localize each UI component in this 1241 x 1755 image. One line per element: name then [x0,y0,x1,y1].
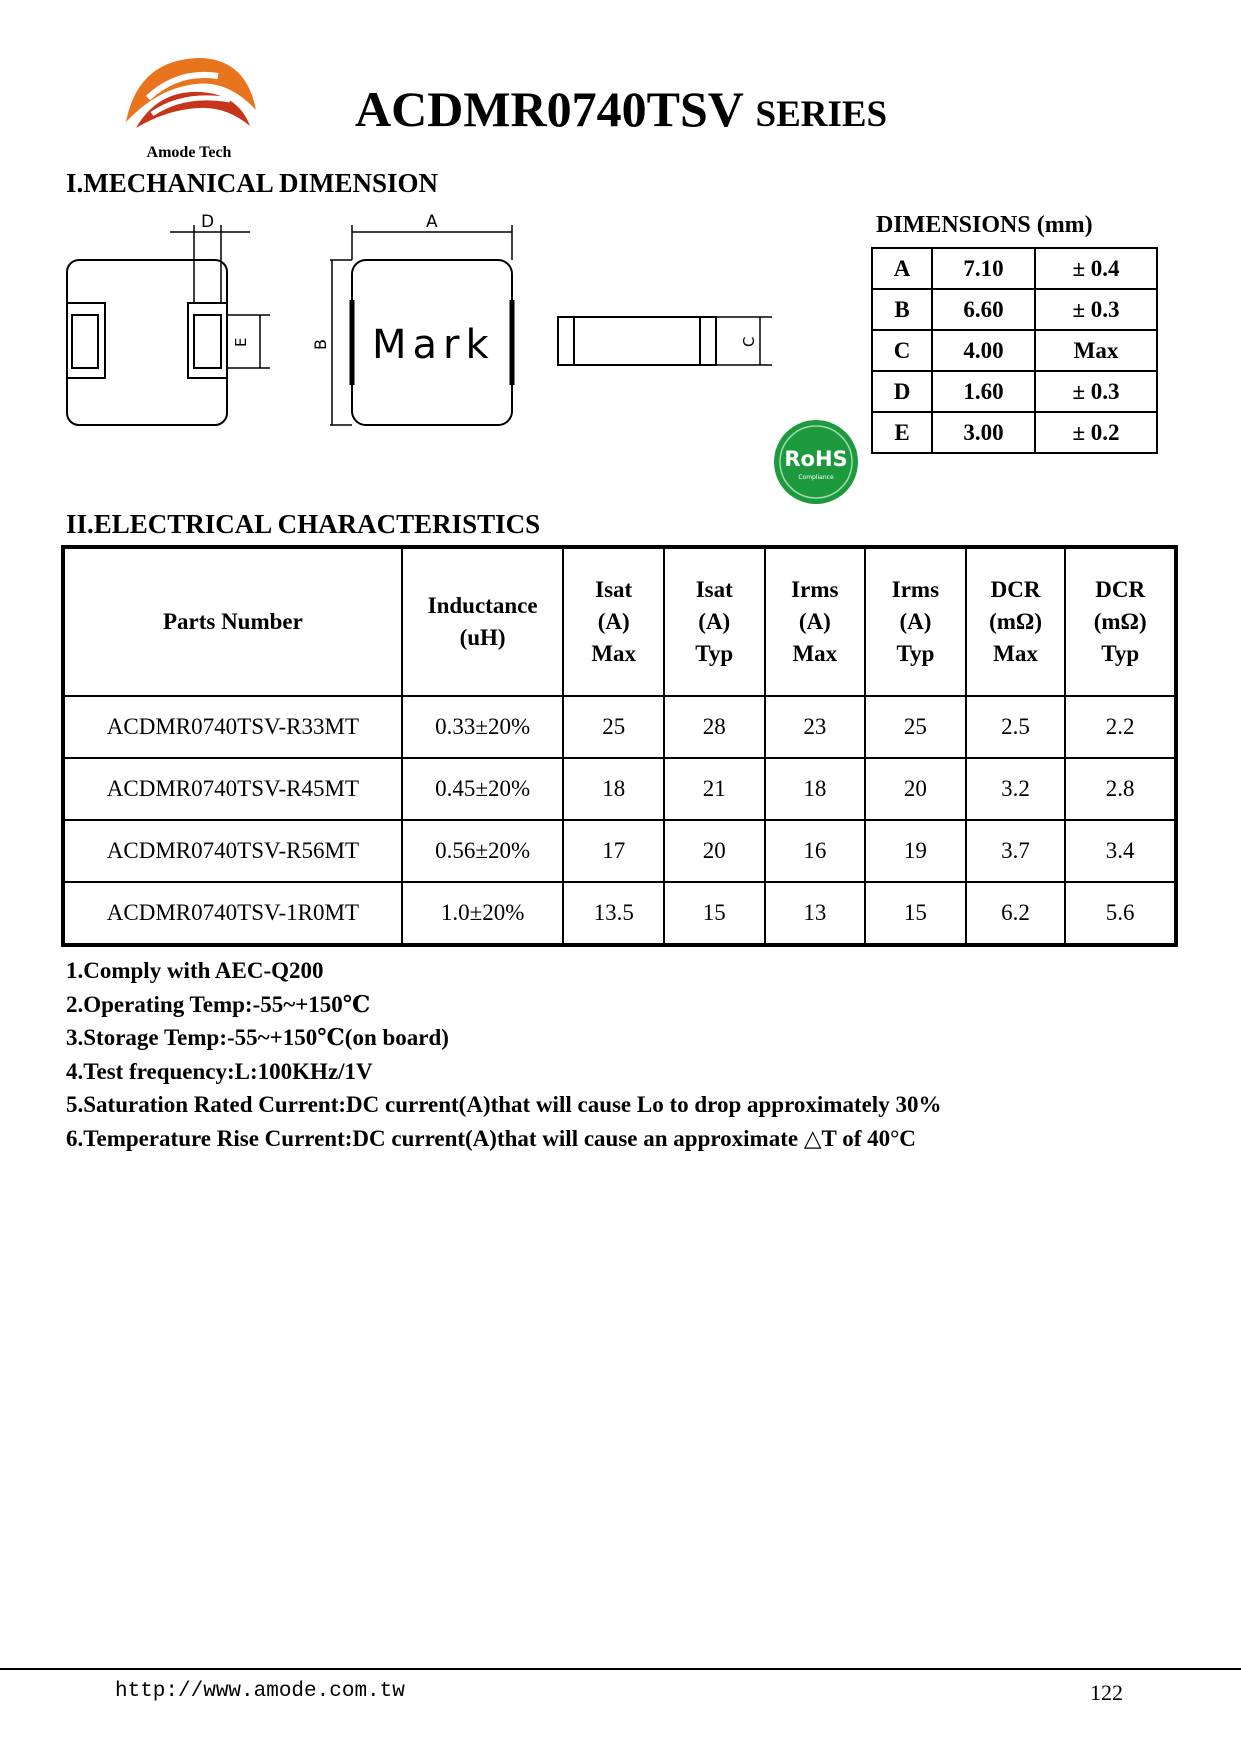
table-cell: 25 [865,696,966,758]
column-header-line: (A) [698,609,731,634]
column-header-line: Parts Number [162,609,303,634]
note-item: 1.Comply with AEC-Q200 [66,958,324,983]
dimension-dim: E [872,412,932,453]
logo-text: Amode Tech [146,144,232,161]
column-header-line: Irms [791,577,839,602]
table-cell: 19 [865,820,966,882]
table-cell: 0.45±20% [402,758,564,820]
table-cell: 18 [563,758,664,820]
dim-label-e: E [232,337,250,347]
column-header [765,547,866,696]
table-row [63,882,1176,945]
dimension-row [872,330,1157,371]
table-cell: 17 [563,820,664,882]
footer-url: http://www.amode.com.tw [115,1680,405,1703]
table-cell: 20 [865,758,966,820]
dimension-row [872,371,1157,412]
note-item: 4.Test frequency:L:100KHz/1V [66,1058,373,1084]
title-part-number: ACDMR0740TSV [355,81,743,137]
dim-label-d: D [201,212,215,232]
column-header-line: DCR [1095,577,1146,602]
rohs-subtext: Compliance [798,474,834,481]
table-cell: 3.2 [966,758,1066,820]
column-header-line: Irms [891,577,940,602]
column-header-line: Isat [695,577,733,602]
dim-label-a: A [426,212,438,232]
column-header-line: (uH) [459,625,506,650]
column-header [966,547,1066,696]
dimension-tol: ± 0.2 [1035,412,1157,453]
part-number-cell: ACDMR0740TSV-1R0MT [63,882,402,945]
column-header-line: Max [792,641,838,666]
table-header-row [63,547,1176,696]
dimension-tol: ± 0.3 [1035,371,1157,412]
table-cell: 20 [664,820,765,882]
note-item: 5.Saturation Rated Current:DC current(A)that will cause Lo to drop approximately 30% [66,1092,942,1117]
dimension-dim: C [872,330,932,371]
rohs-badge [772,418,860,506]
column-header-line: (A) [798,609,831,634]
table-cell: 13.5 [563,882,664,945]
table-cell: 6.2 [966,882,1066,945]
note-item: 3.Storage Temp:-55~+150℃(on board) [66,1025,449,1050]
dimensions-table [871,247,1158,454]
table-cell: 1.0±20% [402,882,564,945]
column-header-line: Typ [896,641,935,666]
table-cell: 3.7 [966,820,1066,882]
rohs-text: RoHS [784,447,848,471]
dimension-row [872,289,1157,330]
section-mechanical-title: I.MECHANICAL DIMENSION [66,168,439,198]
table-cell: 28 [664,696,765,758]
dim-label-c: C [740,336,758,347]
dimension-row [872,412,1157,453]
part-number-cell: ACDMR0740TSV-R45MT [63,758,402,820]
dimension-tol: Max [1035,330,1157,371]
column-header-line: Inductance [427,593,538,618]
table-cell: 2.8 [1065,758,1176,820]
table-cell: 2.5 [966,696,1066,758]
column-header-line: (mΩ) [1093,609,1147,634]
column-header-line: (mΩ) [989,609,1042,634]
table-cell: 25 [563,696,664,758]
part-number-cell: ACDMR0740TSV-R33MT [63,696,402,758]
dimension-row [872,248,1157,289]
column-header [664,547,765,696]
table-cell: 23 [765,696,866,758]
column-header [865,547,966,696]
dimension-value: 1.60 [932,371,1035,412]
column-header-line: Isat [595,577,633,602]
table-cell: 16 [765,820,866,882]
table-cell: 0.56±20% [402,820,564,882]
column-header-line: DCR [990,577,1041,602]
mechanical-drawing [60,205,780,435]
dimension-dim: A [872,248,932,289]
dimension-tol: ± 0.3 [1035,289,1157,330]
dimension-value: 3.00 [932,412,1035,453]
notes-list [66,954,941,1155]
electrical-table [61,545,1178,947]
page-title [355,80,887,138]
column-header [563,547,664,696]
table-cell: 15 [865,882,966,945]
note-item: 6.Temperature Rise Current:DC current(A)that will cause an approximate △T of 40°C [66,1125,916,1151]
dimension-value: 6.60 [932,289,1035,330]
table-cell: 0.33±20% [402,696,564,758]
section-electrical-title: II.ELECTRICAL CHARACTERISTICS [66,509,541,539]
table-cell: 15 [664,882,765,945]
table-cell: 18 [765,758,866,820]
part-number-cell: ACDMR0740TSV-R56MT [63,820,402,882]
column-header [63,547,402,696]
column-header-line: Max [993,641,1038,666]
table-cell: 3.4 [1065,820,1176,882]
dimension-value: 4.00 [932,330,1035,371]
table-row [63,820,1176,882]
dimension-tol: ± 0.4 [1035,248,1157,289]
table-row [63,758,1176,820]
table-cell: 21 [664,758,765,820]
footer-divider [0,1668,1241,1670]
column-header [1065,547,1176,696]
dimensions-caption: DIMENSIONS (mm) [876,212,1093,238]
mark-label: Mark [372,322,495,368]
title-series: SERIES [755,94,888,135]
table-cell: 2.2 [1065,696,1176,758]
dimension-dim: B [872,289,932,330]
table-cell: 13 [765,882,866,945]
dimension-value: 7.10 [932,248,1035,289]
column-header-line: (A) [597,609,630,634]
dimension-dim: D [872,371,932,412]
column-header-line: Max [591,641,637,666]
column-header-line: Typ [1101,641,1140,666]
table-cell: 5.6 [1065,882,1176,945]
column-header [402,547,564,696]
page-number: 122 [1090,1680,1123,1705]
note-item: 2.Operating Temp:-55~+150℃ [66,991,371,1017]
column-header-line: (A) [899,609,932,634]
column-header-line: Typ [695,641,734,666]
table-row [63,696,1176,758]
dim-label-b: B [311,339,330,350]
